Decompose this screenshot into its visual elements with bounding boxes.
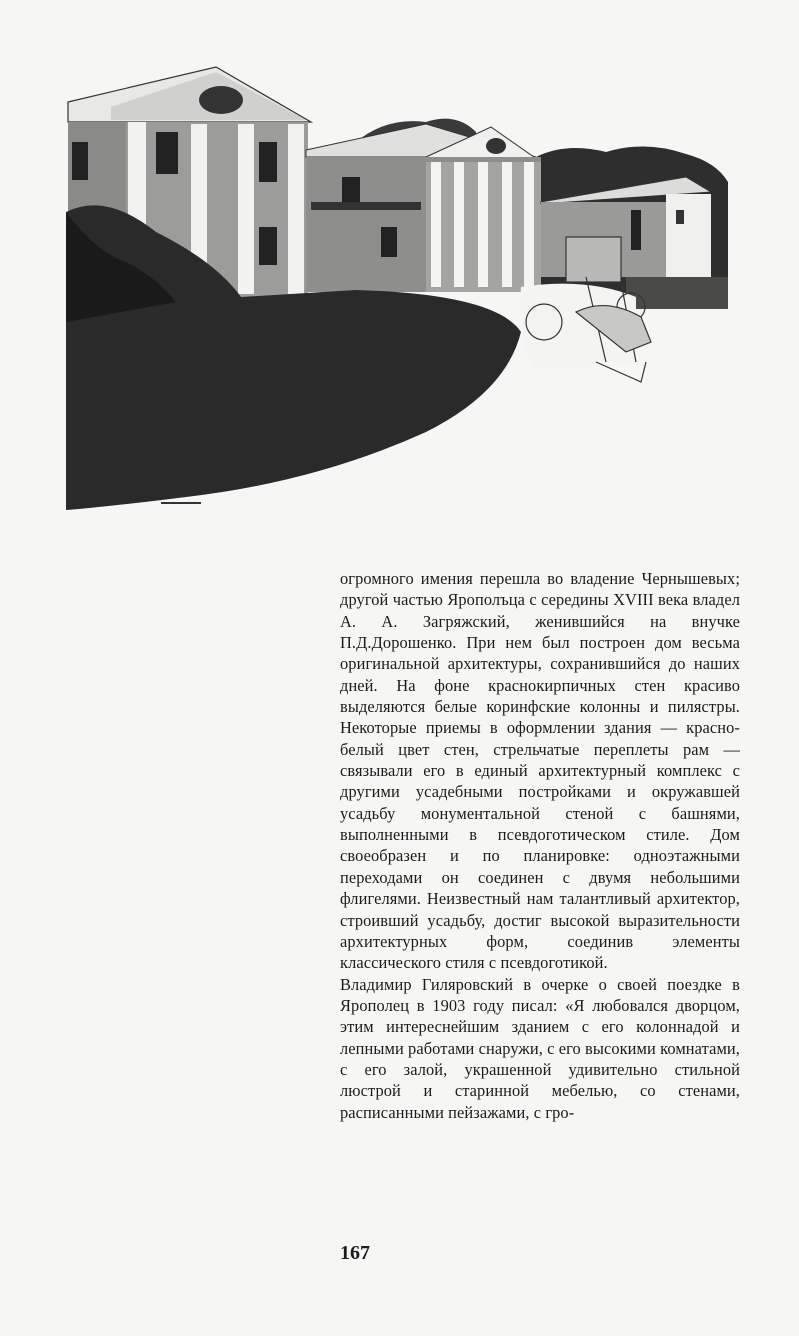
manor-house-illustration [66,62,731,512]
body-text [340,568,740,1123]
paragraph: огромного имения перешла во владение Чернышевых; другой частью Ярополъца с середины XVIII века владел А. А. Загряжский, женившийся на внучке П.Д.Дорошенко. При нем был построен дом весьма оригинальной архитектуры, сохранившийся до наших дней. На фоне краснокирпичных стен красиво выделяются белые коринфские колонны и пилястры. Некоторые приемы в оформлении здания — красно-белый цвет стен, стрельчатые переплеты рам — связывали его в единый архитектурный комплекс с другими усадебными постройками и окружавшей усадьбу монументальной стеной с башнями, выполненными в псевдоготическом стиле. Дом своеобразен и по планировке: одноэтажными переходами он соединен с двумя небольшими флигелями. Неизвестный нам талантливый архитектор, строивший усадьбу, достиг высокой выразительности архитектурных форм, соединив элементы классического стиля с псевдоготикой. [340,569,740,973]
page-number: 167 [340,1242,370,1264]
manor-illustration-svg [66,62,731,512]
paragraph: Владимир Гиляровский в очерке о своей поездке в Ярополец в 1903 году писал: «Я любовался дворцом, этим интереснейшим зданием с его колоннадой и лепными работами снаружи, с его высокими комнатами, с его залой, украшенной удивительно стильной люстрой и старинной мебелью, со стенами, расписанными пейзажами, с гро- [340,974,740,1122]
